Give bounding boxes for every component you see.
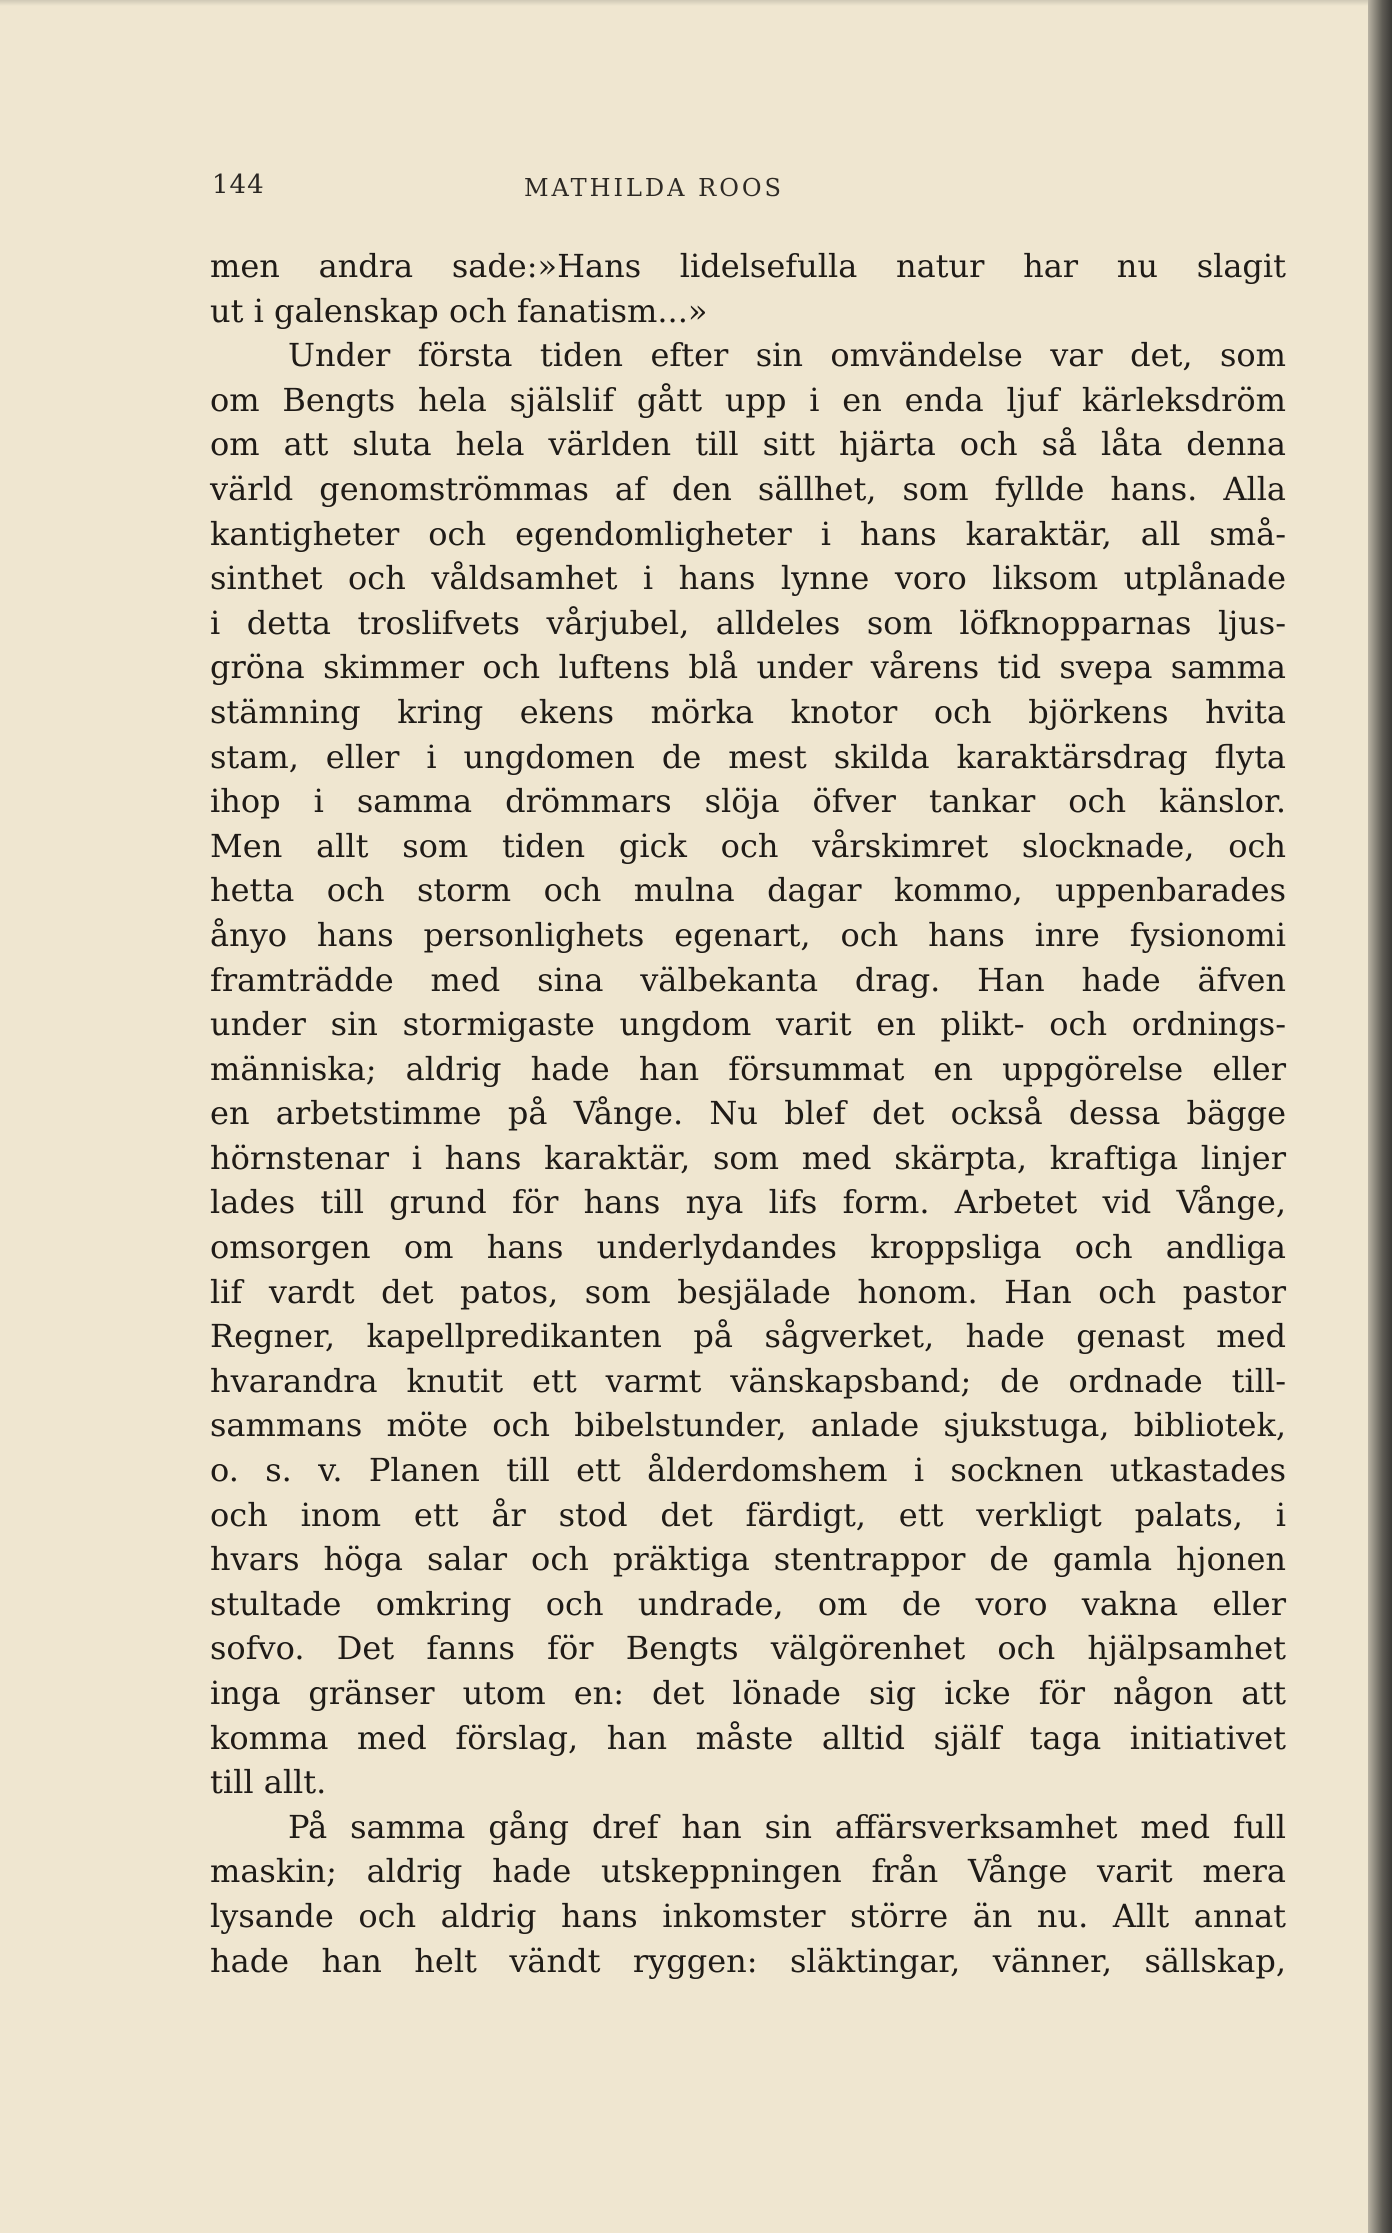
text-line: lif vardt det patos, som besjälade honom. Han och pastor <box>210 1272 1286 1311</box>
text-line: inga gränser utom en: det lönade sig icke för någon att <box>210 1674 1286 1712</box>
text-line: Under första tiden efter sin omvändelse var det, som <box>288 336 1286 375</box>
text-line: om att sluta hela världen till sitt hjärta och så låta denna <box>210 425 1286 464</box>
text-line: sinthet och våldsamhet i hans lynne voro liksom utplånade <box>210 559 1286 598</box>
text-line: gröna skimmer och luftens blå under vårens tid svepa samma <box>210 648 1286 687</box>
text-line: o. s. v. Planen till ett ålderdomshem i socknen utkastades <box>210 1451 1286 1490</box>
text-line: värld genomströmmas af den sällhet, som fyllde hans. Alla <box>210 469 1286 508</box>
page-header <box>212 170 1292 214</box>
text-line: men andra sade:»Hans lidelsefulla natur har nu slagit <box>210 247 1286 285</box>
body-text <box>210 244 1286 1983</box>
text-line: under sin stormigaste ungdom varit en plikt- och ordnings- <box>210 1005 1286 1044</box>
text-line: sammans möte och bibelstunder, anlade sjukstuga, bibliotek, <box>210 1406 1286 1445</box>
text-line: hvarandra knutit ett varmt vänskapsband; de ordnade till- <box>210 1361 1286 1400</box>
text-line: lades till grund för hans nya lifs form. Arbetet vid Vånge, <box>210 1183 1286 1222</box>
text-line: hetta och storm och mulna dagar kommo, uppenbarades <box>210 871 1286 910</box>
text-line: en arbetstimme på Vånge. Nu blef det också dessa bägge <box>210 1094 1286 1133</box>
text-line: hade han helt vändt ryggen: släktingar, vänner, sällskap, <box>210 1941 1286 1980</box>
text-line: om Bengts hela själslif gått upp i en enda ljuf kärleksdröm <box>210 380 1286 419</box>
text-line: hvars höga salar och präktiga stentrappor de gamla hjonen <box>210 1540 1286 1579</box>
text-line: till allt. <box>210 1763 327 1802</box>
text-line: och inom ett år stod det färdigt, ett verkligt palats, i <box>210 1495 1286 1534</box>
text-line: hörnstenar i hans karaktär, som med skärpta, kraftiga linjer <box>210 1138 1286 1177</box>
text-line: Regner, kapellpredikanten på sågverket, hade genast med <box>210 1317 1286 1356</box>
text-line: stämning kring ekens mörka knotor och björkens hvita <box>210 692 1286 731</box>
text-line: komma med förslag, han måste alltid själf taga initiativet <box>210 1718 1286 1757</box>
text-line: Men allt som tiden gick och vårskimret slocknade, och <box>210 826 1286 865</box>
text-line: ihop i samma drömmars slöja öfver tankar och känslor. <box>210 782 1286 821</box>
text-line: lysande och aldrig hans inkomster större än nu. Allt annat <box>210 1896 1286 1935</box>
text-line: kantigheter och egendomligheter i hans karaktär, all små- <box>210 514 1286 553</box>
text-line: sofvo. Det fanns för Bengts välgörenhet och hjälpsamhet <box>210 1629 1286 1668</box>
text-line: i detta troslifvets vårjubel, alldeles som löfknopparnas ljus- <box>210 603 1286 642</box>
text-line: stam, eller i ungdomen de mest skilda karaktärsdrag flyta <box>210 737 1286 776</box>
text-line: maskin; aldrig hade utskeppningen från Vånge varit mera <box>210 1852 1286 1891</box>
text-line: På samma gång dref han sin affärsverksamhet med full <box>288 1807 1286 1846</box>
text-line: stultade omkring och undrade, om de voro vakna eller <box>210 1584 1286 1623</box>
running-head: MATHILDA ROOS <box>523 174 784 202</box>
text-line: framträdde med sina välbekanta drag. Han hade äfven <box>210 960 1286 999</box>
text-line: ut i galenskap och fanatism...» <box>210 291 708 330</box>
paper-top-edge <box>0 0 1368 6</box>
text-line: människa; aldrig hade han försummat en uppgörelse eller <box>210 1049 1286 1088</box>
text-line: omsorgen om hans underlydandes kroppsliga och andliga <box>210 1228 1286 1267</box>
text-line: ånyo hans personlighets egenart, och hans inre fysionomi <box>210 915 1286 954</box>
page-binding-shadow <box>1368 0 1392 2233</box>
page-number: 144 <box>212 170 265 200</box>
